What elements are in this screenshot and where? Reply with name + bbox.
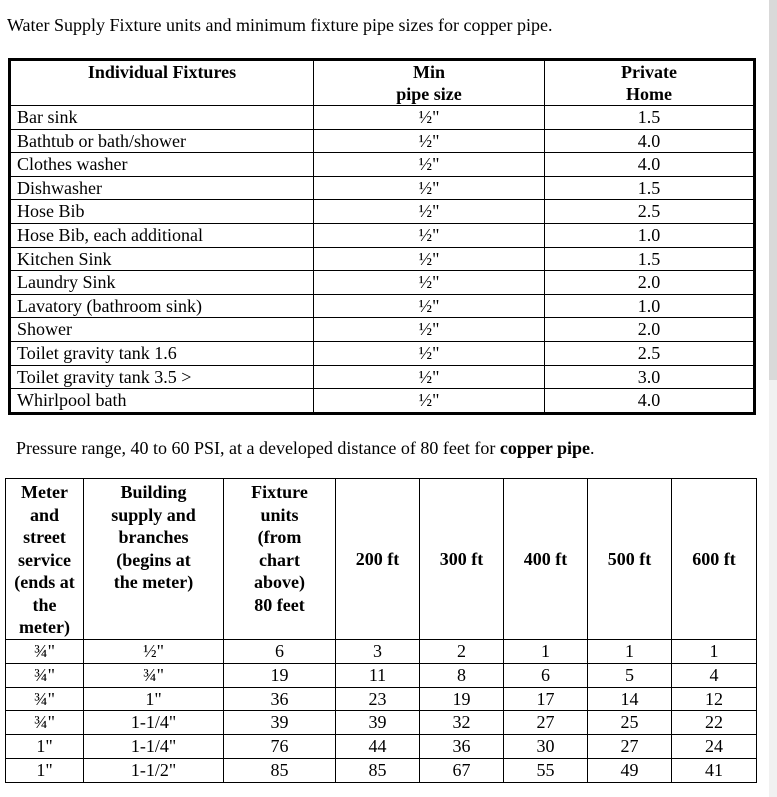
- header-line: Meter: [21, 482, 68, 502]
- table-row: [6, 711, 757, 735]
- fixture-units-cell: 76: [224, 735, 336, 759]
- building-supply-cell: 1-1/4": [84, 711, 224, 735]
- units-400ft-cell: 1: [504, 640, 588, 664]
- header-line: service: [18, 549, 71, 570]
- units-200ft-cell: 39: [336, 711, 420, 735]
- table-row: [10, 176, 755, 200]
- pipe-size-cell: ½": [314, 223, 545, 247]
- fixture-name-cell: Laundry Sink: [10, 271, 314, 295]
- pipe-size-cell: ½": [314, 247, 545, 271]
- header-line: (from: [257, 527, 302, 547]
- fixture-name-cell: Bar sink: [10, 106, 314, 130]
- header-line: and: [29, 504, 60, 525]
- meter-size-cell: ¾": [6, 711, 84, 735]
- header-line: meter): [19, 617, 70, 637]
- fixture-name-cell: Kitchen Sink: [10, 247, 314, 271]
- fixture-name-cell: Hose Bib: [10, 200, 314, 224]
- fixture-units-cell: 39: [224, 711, 336, 735]
- private-home-units-cell: 4.0: [545, 129, 755, 153]
- header-500ft: 500 ft: [588, 479, 672, 640]
- building-supply-cell: ¾": [84, 663, 224, 687]
- private-home-units-cell: 1.0: [545, 223, 755, 247]
- table-row: [10, 200, 755, 224]
- pipe-size-cell: ½": [314, 200, 545, 224]
- header-line: Building: [120, 482, 187, 502]
- units-400ft-cell: 17: [504, 687, 588, 711]
- private-home-units-cell: 4.0: [545, 389, 755, 414]
- header-200ft: 200 ft: [336, 479, 420, 640]
- vertical-scrollbar[interactable]: [769, 0, 777, 797]
- header-line: street: [23, 527, 66, 547]
- pressure-range-paragraph: Pressure range, 40 to 60 PSI, at a developed distance of 80 feet for copper pipe.: [16, 438, 595, 458]
- fixture-name-cell: Whirlpool bath: [10, 389, 314, 414]
- private-home-units-cell: 1.0: [545, 294, 755, 318]
- private-home-units-cell: 2.5: [545, 200, 755, 224]
- units-500ft-cell: 49: [588, 758, 672, 782]
- header-400ft: 400 ft: [504, 479, 588, 640]
- fixture-name-cell: Shower: [10, 318, 314, 342]
- copper-pipe-emphasis: copper pipe: [499, 438, 591, 458]
- fixture-name-cell: Dishwasher: [10, 176, 314, 200]
- header-line: the meter): [113, 572, 194, 592]
- units-600ft-cell: 12: [672, 687, 757, 711]
- private-home-units-cell: 4.0: [545, 153, 755, 177]
- units-600ft-cell: 24: [672, 735, 757, 759]
- meter-size-cell: ¾": [6, 640, 84, 664]
- table-row: [10, 294, 755, 318]
- scrollbar-thumb[interactable]: [769, 0, 777, 380]
- building-supply-cell: ½": [84, 640, 224, 664]
- header-line: (ends at: [14, 572, 75, 592]
- fixture-name-cell: Clothes washer: [10, 153, 314, 177]
- fixture-name-cell: Bathtub or bath/shower: [10, 129, 314, 153]
- header-300ft: 300 ft: [420, 479, 504, 640]
- table-row: [6, 687, 757, 711]
- header-individual-fixtures: Individual Fixtures: [10, 60, 314, 106]
- meter-size-cell: ¾": [6, 687, 84, 711]
- units-500ft-cell: 27: [588, 735, 672, 759]
- header-line: 80 feet: [254, 594, 305, 615]
- fixture-units-table: [8, 58, 756, 415]
- units-300ft-cell: 32: [420, 711, 504, 735]
- fixture-units-cell: 36: [224, 687, 336, 711]
- pipe-size-cell: ½": [314, 176, 545, 200]
- units-500ft-cell: 14: [588, 687, 672, 711]
- pipe-size-cell: ½": [314, 271, 545, 295]
- header-line: branches: [118, 527, 189, 547]
- units-600ft-cell: 41: [672, 758, 757, 782]
- units-200ft-cell: 44: [336, 735, 420, 759]
- units-300ft-cell: 36: [420, 735, 504, 759]
- header-line: the: [32, 594, 57, 615]
- header-line: supply and: [111, 504, 196, 525]
- header-building-supply: [84, 479, 224, 640]
- table-row: [10, 223, 755, 247]
- table-row: [10, 341, 755, 365]
- private-home-units-cell: 3.0: [545, 365, 755, 389]
- table-row: [10, 389, 755, 414]
- sizing-table-header-row: [6, 479, 757, 640]
- header-line: units: [260, 504, 299, 525]
- building-supply-cell: 1-1/4": [84, 735, 224, 759]
- units-200ft-cell: 11: [336, 663, 420, 687]
- private-home-units-cell: 2.0: [545, 318, 755, 342]
- private-home-units-cell: 1.5: [545, 176, 755, 200]
- private-home-units-cell: 1.5: [545, 247, 755, 271]
- table-row: [10, 129, 755, 153]
- pipe-size-cell: ½": [314, 389, 545, 414]
- header-meter-street-service: [6, 479, 84, 640]
- units-500ft-cell: 1: [588, 640, 672, 664]
- header-line: chart: [259, 549, 300, 570]
- header-600ft: 600 ft: [672, 479, 757, 640]
- pipe-size-cell: ½": [314, 318, 545, 342]
- units-600ft-cell: 4: [672, 663, 757, 687]
- meter-size-cell: ¾": [6, 663, 84, 687]
- units-500ft-cell: 25: [588, 711, 672, 735]
- units-300ft-cell: 2: [420, 640, 504, 664]
- units-300ft-cell: 67: [420, 758, 504, 782]
- pipe-size-cell: ½": [314, 106, 545, 130]
- header-line: Fixture: [251, 482, 308, 502]
- fixture-name-cell: Lavatory (bathroom sink): [10, 294, 314, 318]
- table-row: [10, 106, 755, 130]
- units-500ft-cell: 5: [588, 663, 672, 687]
- pipe-size-cell: ½": [314, 129, 545, 153]
- table-row: [6, 663, 757, 687]
- table-row: [10, 318, 755, 342]
- building-supply-cell: 1": [84, 687, 224, 711]
- units-400ft-cell: 55: [504, 758, 588, 782]
- table-row: [10, 271, 755, 295]
- building-supply-cell: 1-1/2": [84, 758, 224, 782]
- header-line: (begins at: [116, 549, 191, 570]
- pipe-size-cell: ½": [314, 294, 545, 318]
- header-line: above): [254, 572, 305, 592]
- units-200ft-cell: 23: [336, 687, 420, 711]
- pipe-size-cell: ½": [314, 153, 545, 177]
- fixture-units-cell: 6: [224, 640, 336, 664]
- table-row: [6, 735, 757, 759]
- units-300ft-cell: 19: [420, 687, 504, 711]
- table-row: [6, 758, 757, 782]
- units-400ft-cell: 27: [504, 711, 588, 735]
- table-row: [10, 153, 755, 177]
- private-home-units-cell: 2.0: [545, 271, 755, 295]
- header-fixture-units: [224, 479, 336, 640]
- units-600ft-cell: 22: [672, 711, 757, 735]
- table-row: [6, 640, 757, 664]
- header-private-home: Private Home: [545, 60, 755, 106]
- meter-size-cell: 1": [6, 758, 84, 782]
- fixture-table-header-row: [10, 60, 755, 106]
- units-300ft-cell: 8: [420, 663, 504, 687]
- units-200ft-cell: 3: [336, 640, 420, 664]
- units-200ft-cell: 85: [336, 758, 420, 782]
- meter-size-cell: 1": [6, 735, 84, 759]
- fixture-name-cell: Hose Bib, each additional: [10, 223, 314, 247]
- pipe-size-cell: ½": [314, 341, 545, 365]
- units-400ft-cell: 6: [504, 663, 588, 687]
- fixture-name-cell: Toilet gravity tank 3.5 >: [10, 365, 314, 389]
- intro-paragraph: Water Supply Fixture units and minimum fixture pipe sizes for copper pipe.: [7, 15, 553, 35]
- fixture-name-cell: Toilet gravity tank 1.6: [10, 341, 314, 365]
- header-min-pipe-size: Min pipe size: [314, 60, 545, 106]
- units-400ft-cell: 30: [504, 735, 588, 759]
- fixture-units-cell: 85: [224, 758, 336, 782]
- table-row: [10, 365, 755, 389]
- pipe-size-cell: ½": [314, 365, 545, 389]
- fixture-units-cell: 19: [224, 663, 336, 687]
- private-home-units-cell: 1.5: [545, 106, 755, 130]
- units-600ft-cell: 1: [672, 640, 757, 664]
- pipe-sizing-table: [5, 478, 757, 783]
- private-home-units-cell: 2.5: [545, 341, 755, 365]
- table-row: [10, 247, 755, 271]
